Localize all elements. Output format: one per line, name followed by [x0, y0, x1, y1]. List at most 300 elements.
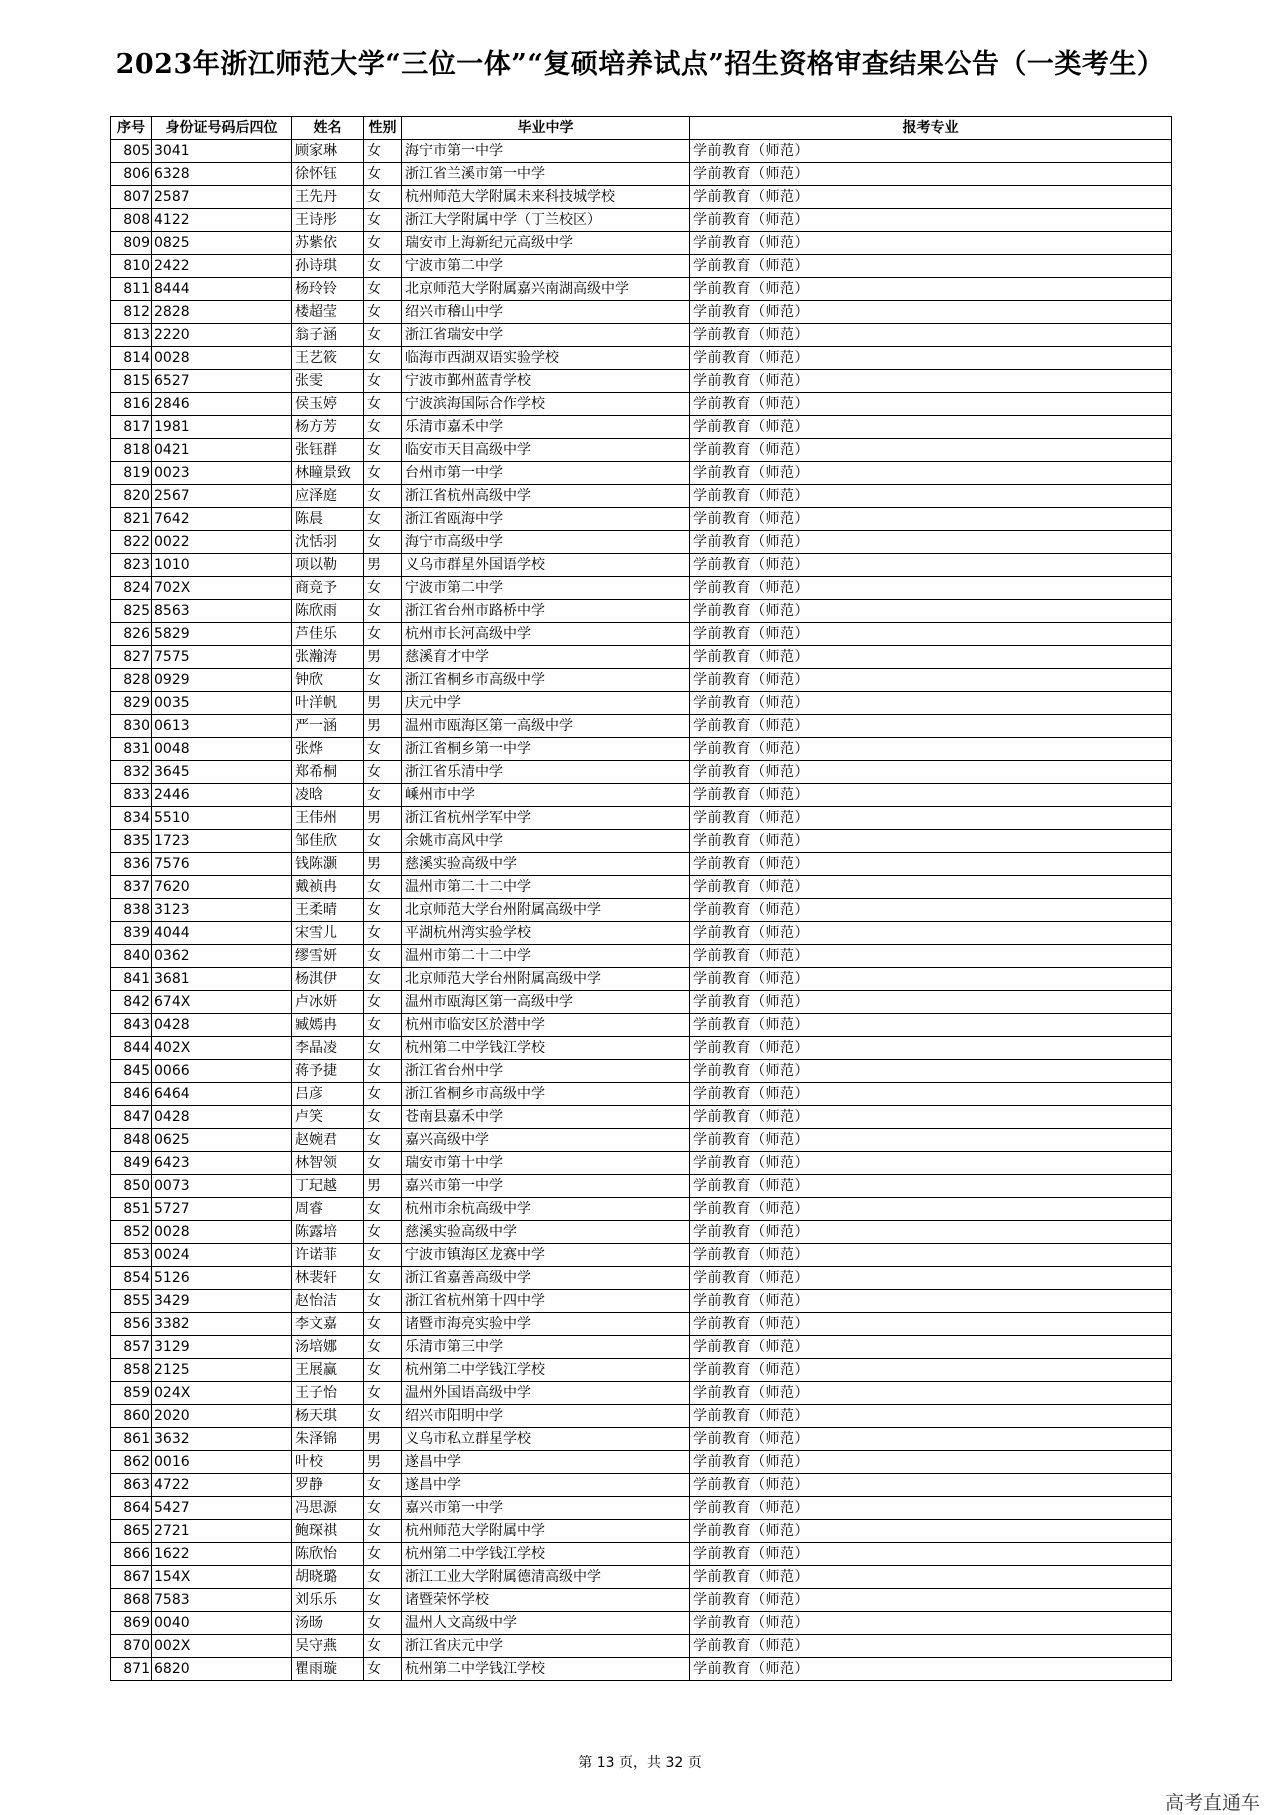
gender: 女	[364, 1106, 402, 1129]
student-name: 王艺筱	[292, 347, 364, 370]
gender: 女	[364, 393, 402, 416]
major: 学前教育（师范）	[690, 1221, 1172, 1244]
high-school: 温州人文高级中学	[402, 1612, 690, 1635]
high-school: 浙江工业大学附属德清高级中学	[402, 1566, 690, 1589]
row-number: 822	[111, 531, 152, 554]
id-last-four: 5829	[152, 623, 292, 646]
gender: 女	[364, 462, 402, 485]
id-last-four: 0625	[152, 1129, 292, 1152]
row-number: 829	[111, 692, 152, 715]
major: 学前教育（师范）	[690, 830, 1172, 853]
table-row	[111, 1658, 1172, 1681]
table-row	[111, 899, 1172, 922]
gender: 女	[364, 1635, 402, 1658]
row-number: 819	[111, 462, 152, 485]
major: 学前教育（师范）	[690, 968, 1172, 991]
id-last-four: 0024	[152, 1244, 292, 1267]
id-last-four: 3382	[152, 1313, 292, 1336]
table-row	[111, 784, 1172, 807]
high-school: 嘉兴市第一中学	[402, 1175, 690, 1198]
table-row	[111, 876, 1172, 899]
high-school: 余姚市高风中学	[402, 830, 690, 853]
table-row	[111, 669, 1172, 692]
high-school: 绍兴市阳明中学	[402, 1405, 690, 1428]
id-last-four: 3429	[152, 1290, 292, 1313]
high-school: 浙江省桐乡市高级中学	[402, 1083, 690, 1106]
row-number: 832	[111, 761, 152, 784]
gender: 女	[364, 347, 402, 370]
gender: 女	[364, 232, 402, 255]
row-number: 807	[111, 186, 152, 209]
table-row	[111, 1474, 1172, 1497]
gender: 女	[364, 416, 402, 439]
table-row	[111, 1290, 1172, 1313]
major: 学前教育（师范）	[690, 922, 1172, 945]
gender: 女	[364, 1290, 402, 1313]
gender: 女	[364, 1198, 402, 1221]
gender: 男	[364, 715, 402, 738]
row-number: 805	[111, 140, 152, 163]
row-number: 806	[111, 163, 152, 186]
id-last-four: 0048	[152, 738, 292, 761]
gender: 女	[364, 485, 402, 508]
row-number: 848	[111, 1129, 152, 1152]
gender: 女	[364, 600, 402, 623]
major: 学前教育（师范）	[690, 899, 1172, 922]
row-number: 821	[111, 508, 152, 531]
student-name: 陈晨	[292, 508, 364, 531]
id-last-four: 5727	[152, 1198, 292, 1221]
major: 学前教育（师范）	[690, 853, 1172, 876]
high-school: 海宁市高级中学	[402, 531, 690, 554]
gender: 男	[364, 807, 402, 830]
results-table	[110, 116, 1172, 1681]
gender: 女	[364, 1359, 402, 1382]
id-last-four: 402X	[152, 1037, 292, 1060]
row-number: 855	[111, 1290, 152, 1313]
gender: 女	[364, 1612, 402, 1635]
id-last-four: 3645	[152, 761, 292, 784]
table-row	[111, 1037, 1172, 1060]
major: 学前教育（师范）	[690, 1313, 1172, 1336]
table-row	[111, 255, 1172, 278]
student-name: 赵怡洁	[292, 1290, 364, 1313]
row-number: 846	[111, 1083, 152, 1106]
row-number: 861	[111, 1428, 152, 1451]
major: 学前教育（师范）	[690, 1129, 1172, 1152]
row-number: 835	[111, 830, 152, 853]
id-last-four: 7642	[152, 508, 292, 531]
high-school: 慈溪育才中学	[402, 646, 690, 669]
table-row	[111, 646, 1172, 669]
student-name: 戴祯冉	[292, 876, 364, 899]
major: 学前教育（师范）	[690, 393, 1172, 416]
student-name: 王伟州	[292, 807, 364, 830]
high-school: 台州市第一中学	[402, 462, 690, 485]
header-major: 报考专业	[690, 117, 1172, 140]
student-name: 汤培娜	[292, 1336, 364, 1359]
gender: 女	[364, 738, 402, 761]
row-number: 834	[111, 807, 152, 830]
id-last-four: 024X	[152, 1382, 292, 1405]
high-school: 杭州市余杭高级中学	[402, 1198, 690, 1221]
student-name: 蒋予捷	[292, 1060, 364, 1083]
row-number: 860	[111, 1405, 152, 1428]
major: 学前教育（师范）	[690, 784, 1172, 807]
major: 学前教育（师范）	[690, 1198, 1172, 1221]
high-school: 浙江省台州中学	[402, 1060, 690, 1083]
gender: 女	[364, 761, 402, 784]
major: 学前教育（师范）	[690, 1612, 1172, 1635]
table-row	[111, 1152, 1172, 1175]
table-row	[111, 1359, 1172, 1382]
id-last-four: 0035	[152, 692, 292, 715]
gender: 女	[364, 209, 402, 232]
gender: 男	[364, 646, 402, 669]
row-number: 820	[111, 485, 152, 508]
id-last-four: 0421	[152, 439, 292, 462]
major: 学前教育（师范）	[690, 416, 1172, 439]
high-school: 诸暨市海亮实验中学	[402, 1313, 690, 1336]
id-last-four: 2721	[152, 1520, 292, 1543]
major: 学前教育（师范）	[690, 761, 1172, 784]
major: 学前教育（师范）	[690, 1405, 1172, 1428]
high-school: 遂昌中学	[402, 1451, 690, 1474]
student-name: 沈恬羽	[292, 531, 364, 554]
row-number: 867	[111, 1566, 152, 1589]
high-school: 宁波市第二中学	[402, 577, 690, 600]
major: 学前教育（师范）	[690, 1106, 1172, 1129]
major: 学前教育（师范）	[690, 876, 1172, 899]
student-name: 郑希桐	[292, 761, 364, 784]
high-school: 浙江省杭州高级中学	[402, 485, 690, 508]
table-row	[111, 1543, 1172, 1566]
row-number: 809	[111, 232, 152, 255]
high-school: 杭州第二中学钱江学校	[402, 1543, 690, 1566]
id-last-four: 7576	[152, 853, 292, 876]
row-number: 843	[111, 1014, 152, 1037]
high-school: 杭州师范大学附属中学	[402, 1520, 690, 1543]
table-row	[111, 1382, 1172, 1405]
high-school: 温州市瓯海区第一高级中学	[402, 991, 690, 1014]
high-school: 庆元中学	[402, 692, 690, 715]
high-school: 乐清市嘉禾中学	[402, 416, 690, 439]
major: 学前教育（师范）	[690, 1014, 1172, 1037]
gender: 女	[364, 1060, 402, 1083]
id-last-four: 154X	[152, 1566, 292, 1589]
row-number: 830	[111, 715, 152, 738]
gender: 女	[364, 876, 402, 899]
id-last-four: 1622	[152, 1543, 292, 1566]
student-name: 吕彦	[292, 1083, 364, 1106]
id-last-four: 1723	[152, 830, 292, 853]
major: 学前教育（师范）	[690, 278, 1172, 301]
student-name: 林裴轩	[292, 1267, 364, 1290]
id-last-four: 0028	[152, 347, 292, 370]
id-last-four: 5126	[152, 1267, 292, 1290]
table-row	[111, 462, 1172, 485]
table-row	[111, 278, 1172, 301]
high-school: 嘉兴市第一中学	[402, 1497, 690, 1520]
high-school: 宁波市第二中学	[402, 255, 690, 278]
table-row	[111, 807, 1172, 830]
major: 学前教育（师范）	[690, 807, 1172, 830]
table-row	[111, 347, 1172, 370]
gender: 女	[364, 968, 402, 991]
table-row	[111, 600, 1172, 623]
row-number: 811	[111, 278, 152, 301]
gender: 男	[364, 1451, 402, 1474]
id-last-four: 0016	[152, 1451, 292, 1474]
high-school: 浙江省台州市路桥中学	[402, 600, 690, 623]
major: 学前教育（师范）	[690, 255, 1172, 278]
row-number: 849	[111, 1152, 152, 1175]
major: 学前教育（师范）	[690, 669, 1172, 692]
table-row	[111, 1267, 1172, 1290]
table-row	[111, 577, 1172, 600]
table-row	[111, 324, 1172, 347]
student-name: 臧嫣冉	[292, 1014, 364, 1037]
id-last-four: 2846	[152, 393, 292, 416]
id-last-four: 2446	[152, 784, 292, 807]
row-number: 833	[111, 784, 152, 807]
gender: 女	[364, 1313, 402, 1336]
high-school: 温州市第二十二中学	[402, 945, 690, 968]
major: 学前教育（师范）	[690, 1474, 1172, 1497]
gender: 男	[364, 692, 402, 715]
table-row	[111, 738, 1172, 761]
major: 学前教育（师范）	[690, 600, 1172, 623]
id-last-four: 3632	[152, 1428, 292, 1451]
row-number: 844	[111, 1037, 152, 1060]
gender: 女	[364, 278, 402, 301]
major: 学前教育（师范）	[690, 692, 1172, 715]
major: 学前教育（师范）	[690, 554, 1172, 577]
id-last-four: 6423	[152, 1152, 292, 1175]
student-name: 赵婉君	[292, 1129, 364, 1152]
high-school: 苍南县嘉禾中学	[402, 1106, 690, 1129]
table-row	[111, 715, 1172, 738]
major: 学前教育（师范）	[690, 1060, 1172, 1083]
table-body	[111, 140, 1172, 1681]
high-school: 杭州市临安区於潜中学	[402, 1014, 690, 1037]
id-last-four: 0613	[152, 715, 292, 738]
row-number: 845	[111, 1060, 152, 1083]
table-row	[111, 1244, 1172, 1267]
student-name: 侯玉婷	[292, 393, 364, 416]
gender: 女	[364, 922, 402, 945]
row-number: 858	[111, 1359, 152, 1382]
table-row	[111, 1405, 1172, 1428]
header-id: 身份证号码后四位	[152, 117, 292, 140]
high-school: 浙江省桐乡第一中学	[402, 738, 690, 761]
table-row	[111, 830, 1172, 853]
id-last-four: 6527	[152, 370, 292, 393]
gender: 男	[364, 1428, 402, 1451]
student-name: 王诗彤	[292, 209, 364, 232]
row-number: 816	[111, 393, 152, 416]
gender: 女	[364, 140, 402, 163]
gender: 女	[364, 439, 402, 462]
high-school: 平湖杭州湾实验学校	[402, 922, 690, 945]
table-row	[111, 1198, 1172, 1221]
gender: 男	[364, 1175, 402, 1198]
gender: 女	[364, 1543, 402, 1566]
student-name: 王先丹	[292, 186, 364, 209]
student-name: 楼超莹	[292, 301, 364, 324]
gender: 女	[364, 1497, 402, 1520]
student-name: 邹佳欣	[292, 830, 364, 853]
student-name: 商竞予	[292, 577, 364, 600]
row-number: 871	[111, 1658, 152, 1681]
gender: 女	[364, 899, 402, 922]
high-school: 绍兴市稽山中学	[402, 301, 690, 324]
student-name: 朱泽锦	[292, 1428, 364, 1451]
major: 学前教育（师范）	[690, 209, 1172, 232]
high-school: 海宁市第一中学	[402, 140, 690, 163]
student-name: 鲍琛祺	[292, 1520, 364, 1543]
table-row	[111, 1106, 1172, 1129]
student-name: 翁子涵	[292, 324, 364, 347]
high-school: 瑞安市第十中学	[402, 1152, 690, 1175]
table-row	[111, 485, 1172, 508]
row-number: 824	[111, 577, 152, 600]
high-school: 浙江大学附属中学（丁兰校区）	[402, 209, 690, 232]
id-last-four: 0066	[152, 1060, 292, 1083]
high-school: 杭州第二中学钱江学校	[402, 1658, 690, 1681]
id-last-four: 1010	[152, 554, 292, 577]
row-number: 857	[111, 1336, 152, 1359]
id-last-four: 3681	[152, 968, 292, 991]
header-sex: 性别	[364, 117, 402, 140]
high-school: 义乌市群星外国语学校	[402, 554, 690, 577]
student-name: 徐怀钰	[292, 163, 364, 186]
watermark: 高考直通车	[1164, 1792, 1260, 1814]
high-school: 杭州市长河高级中学	[402, 623, 690, 646]
row-number: 863	[111, 1474, 152, 1497]
id-last-four: 4044	[152, 922, 292, 945]
id-last-four: 5510	[152, 807, 292, 830]
id-last-four: 0428	[152, 1014, 292, 1037]
major: 学前教育（师范）	[690, 1244, 1172, 1267]
student-name: 冯思源	[292, 1497, 364, 1520]
high-school: 浙江省桐乡市高级中学	[402, 669, 690, 692]
id-last-four: 0023	[152, 462, 292, 485]
gender: 女	[364, 1658, 402, 1681]
gender: 女	[364, 1566, 402, 1589]
table-row	[111, 1175, 1172, 1198]
id-last-four: 1981	[152, 416, 292, 439]
gender: 女	[364, 1474, 402, 1497]
id-last-four: 0028	[152, 1221, 292, 1244]
student-name: 卢笑	[292, 1106, 364, 1129]
table-row	[111, 1566, 1172, 1589]
high-school: 临海市西湖双语实验学校	[402, 347, 690, 370]
major: 学前教育（师范）	[690, 1658, 1172, 1681]
gender: 女	[364, 255, 402, 278]
table-row	[111, 1635, 1172, 1658]
high-school: 浙江省乐清中学	[402, 761, 690, 784]
major: 学前教育（师范）	[690, 439, 1172, 462]
id-last-four: 0929	[152, 669, 292, 692]
high-school: 浙江省瓯海中学	[402, 508, 690, 531]
student-name: 项以勒	[292, 554, 364, 577]
high-school: 浙江省杭州学军中学	[402, 807, 690, 830]
high-school: 杭州师范大学附属未来科技城学校	[402, 186, 690, 209]
major: 学前教育（师范）	[690, 1451, 1172, 1474]
major: 学前教育（师范）	[690, 1359, 1172, 1382]
major: 学前教育（师范）	[690, 1037, 1172, 1060]
table-row	[111, 301, 1172, 324]
student-name: 钱陈灏	[292, 853, 364, 876]
student-name: 许诺菲	[292, 1244, 364, 1267]
row-number: 828	[111, 669, 152, 692]
student-name: 宋雪儿	[292, 922, 364, 945]
gender: 女	[364, 301, 402, 324]
high-school: 温州外国语高级中学	[402, 1382, 690, 1405]
table-header-row	[111, 117, 1172, 140]
gender: 女	[364, 623, 402, 646]
student-name: 张钰群	[292, 439, 364, 462]
high-school: 宁波市鄞州蓝青学校	[402, 370, 690, 393]
id-last-four: 674X	[152, 991, 292, 1014]
header-name: 姓名	[292, 117, 364, 140]
table-row	[111, 1221, 1172, 1244]
student-name: 林瞳景致	[292, 462, 364, 485]
header-school: 毕业中学	[402, 117, 690, 140]
table-row	[111, 1014, 1172, 1037]
major: 学前教育（师范）	[690, 577, 1172, 600]
high-school: 嘉兴高级中学	[402, 1129, 690, 1152]
row-number: 862	[111, 1451, 152, 1474]
table-row	[111, 1083, 1172, 1106]
high-school: 温州市第二十二中学	[402, 876, 690, 899]
table-row	[111, 163, 1172, 186]
id-last-four: 2020	[152, 1405, 292, 1428]
student-name: 王展赢	[292, 1359, 364, 1382]
table-row	[111, 945, 1172, 968]
gender: 男	[364, 853, 402, 876]
table-row	[111, 1589, 1172, 1612]
student-name: 瞿雨璇	[292, 1658, 364, 1681]
student-name: 应泽庭	[292, 485, 364, 508]
id-last-four: 3123	[152, 899, 292, 922]
id-last-four: 3129	[152, 1336, 292, 1359]
table-row	[111, 439, 1172, 462]
gender: 女	[364, 324, 402, 347]
table-row	[111, 554, 1172, 577]
row-number: 852	[111, 1221, 152, 1244]
high-school: 乐清市第三中学	[402, 1336, 690, 1359]
student-name: 叶洋帆	[292, 692, 364, 715]
student-name: 苏紫依	[292, 232, 364, 255]
table-row	[111, 853, 1172, 876]
id-last-four: 0022	[152, 531, 292, 554]
high-school: 慈溪实验高级中学	[402, 853, 690, 876]
row-number: 841	[111, 968, 152, 991]
student-name: 顾家琳	[292, 140, 364, 163]
student-name: 王子怡	[292, 1382, 364, 1405]
gender: 女	[364, 1405, 402, 1428]
student-name: 杨天琪	[292, 1405, 364, 1428]
id-last-four: 2587	[152, 186, 292, 209]
id-last-four: 7620	[152, 876, 292, 899]
table-row	[111, 1612, 1172, 1635]
major: 学前教育（师范）	[690, 715, 1172, 738]
page-title: 2023年浙江师范大学“三位一体”“复硕培养试点”招生资格审查结果公告（一类考生）	[115, 49, 1165, 80]
table-row	[111, 416, 1172, 439]
row-number: 853	[111, 1244, 152, 1267]
